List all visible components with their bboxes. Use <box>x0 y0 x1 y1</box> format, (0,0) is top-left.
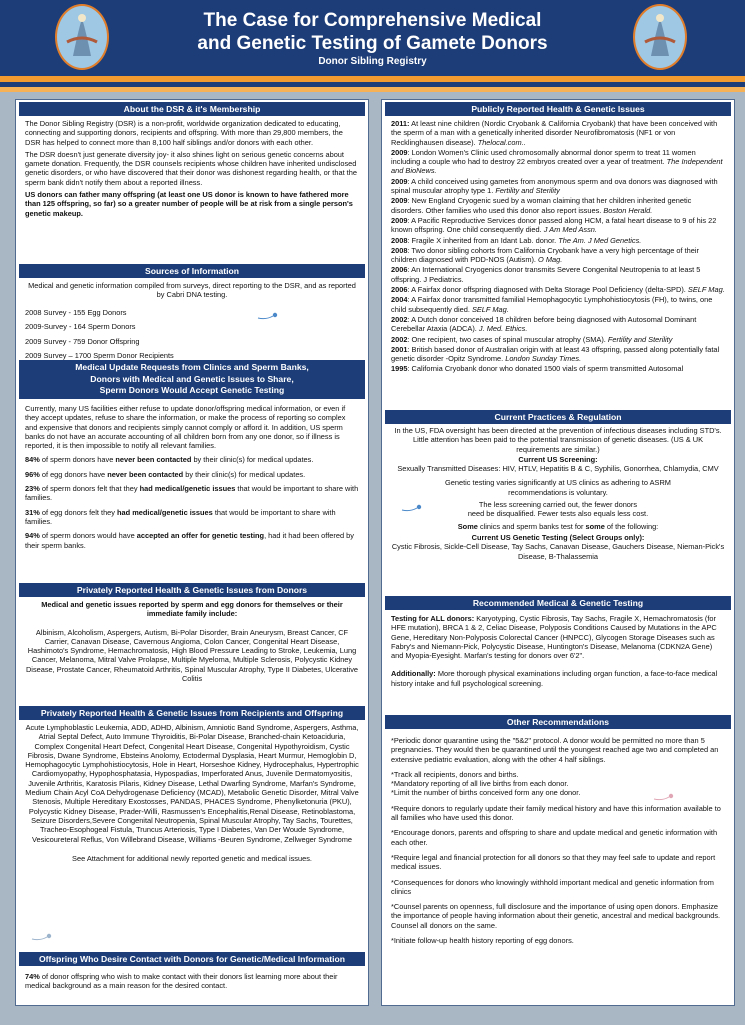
public-item: 2004: A Fairfax donor transmitted familial Hemophagocytic Lymphohistiocytosis (FH), to twins, one child subsequently died. SELF Mag. <box>391 295 713 314</box>
stat-sperm-never-contacted: 84% of sperm donors have never been contacted by their clinic(s) for medical updates. <box>25 455 314 465</box>
other-item: *Track all recipients, donors and births. *Mandatory reporting of all live births from each donor. *Limit the number of births conceived form any one donor. <box>391 769 581 798</box>
public-item: 2008: Two donor sibling cohorts from California Cryobank have a very high percentage of their children diagnosed with PDD-NOS (Autism). O Mag. <box>391 245 699 265</box>
genetic-testing-varies: Genetic testing varies significantly at US clinics as adhering to ASRM recommendations is voluntary. <box>445 478 671 497</box>
private-recipients-section <box>25 723 359 923</box>
public-item: 2002: A Dutch donor conceived 18 children before being diagnosed with Autosomal Dominant Cerebellar Ataxia (ADCA). J. Med. Ethics. <box>391 314 697 334</box>
sperm-icon <box>400 504 422 514</box>
sperm-icon <box>30 933 52 943</box>
public-heading: Publicly Reported Health & Genetic Issues <box>385 102 731 116</box>
screening-title: Current US Screening: <box>518 454 598 464</box>
other-item: *Require legal and financial protection for all donors so that they may feel safe to update and report medical issues. <box>391 852 716 872</box>
header-stripe-light-orange <box>0 87 745 92</box>
screening-body: Sexually Transmitted Diseases: HIV, HTLV, Hepatitis B & C, Syphilis, Gonorrhea, Chlamydia, CMV <box>397 464 719 474</box>
public-item: 2009: London Women's Clinic used chromosomally abnormal donor sperm to treat 11 women including a couple who had to destroy 22 embryos created over a year of treatment. The Independent and BioNews. <box>391 147 723 176</box>
source-item: 2009-Survey - 164 Sperm Donors <box>25 322 136 332</box>
update-heading: Medical Update Requests from Clinics and Sperm Banks, Donors with Medical and Genetic Issues to Share, Sperm Donors Would Accept Genetic Testing <box>19 360 365 399</box>
about-paragraph-2: The DSR doesn't just generate diversity joy- it also shines light on serious genetic concerns about gamete donation. Frequently, the DSR counsels recipients whose children have inherited undisclosed genetic disorders, or who have discovered that their donor was dishonest regarding health, or that the sperm bank didn't notify them about a reported illness. <box>25 149 357 187</box>
other-heading: Other Recommendations <box>385 715 731 729</box>
sources-heading: Sources of Information <box>19 264 365 278</box>
about-section <box>25 119 359 259</box>
other-item: *Consequences for donors who knowingly withhold important medical and genetic information from clinics <box>391 877 714 896</box>
public-item: 2009: A child conceived using gametes from anonymous sperm and ova donors was diagnosed with spinal muscular atrophy type 1. Fertility and Sterility <box>391 176 718 196</box>
recommended-additionally: Additionally: More thorough physical examinations including organ function, a face-to-face medical history intake and full psychological screening. <box>391 669 718 688</box>
contact-section <box>25 972 359 1002</box>
current-section <box>391 426 725 592</box>
attachment-note: See Attachment for additional newly reported genetic and medical issues. <box>72 853 312 863</box>
source-item: 2008 Survey - 155 Egg Donors <box>25 307 127 317</box>
update-section <box>25 404 359 576</box>
recommended-section <box>391 614 725 714</box>
recommended-heading: Recommended Medical & Genetic Testing <box>385 596 731 610</box>
other-item: *Initiate follow-up health history reporting of egg donors. <box>391 936 574 946</box>
current-intro: In the US, FDA oversight has been directed at the prevention of infectious diseases including STD's. Little attention has been paid to the potential transmission of genetic diseases. (US & UK requirements are similar.) <box>394 426 722 454</box>
recommended-all-donors: Testing for ALL donors: Karyotyping, Cystic Fibrosis, Tay Sachs, Fragile X, Hemachromatosis (for HFE mutation), BRCA 1 & 2, Celiac Disease, Polyposis Conditions Caused by Mutations in the APC Gene, Hereditary Non-Polyposis Colorectal Cancer (HNPCC), Glycogen Storage Diseases such as Fabry's and Niemann-Pick, Polycystic Disease, Huntington's Disease, Melanoma (CDKN2A Gene) and Myopia-Eyesight. Marfan's testing for donors over 6'2". <box>391 614 717 661</box>
dsr-logo-right <box>633 4 687 70</box>
private-donors-section <box>25 600 359 705</box>
public-item: 2002: One recipient, two cases of spinal muscular atrophy (SMA). Fertility and Sterility <box>391 334 673 344</box>
public-item: 2001: British based donor of Australian origin with at least 43 offspring, passed along potentially fatal genetic disorder -Opitz Syndrome. London Sunday Times. <box>391 344 720 364</box>
public-item: 2006: An International Cryogenics donor transmits Severe Congenital Neutropenia to at least 5 offspring. J Pediatrics. <box>391 265 701 284</box>
sperm-icon <box>256 312 278 322</box>
source-item: 2009 Survey - 759 Donor Offspring <box>25 336 140 346</box>
current-heading: Current Practices & Regulation <box>385 410 731 424</box>
about-paragraph-1: The Donor Sibling Registry (DSR) is a non-profit, worldwide organization dedicated to educating, connecting and supporting donors, recipients and offspring. With more than 29,800 members, the DSR has helped to connect more than 8,100 half siblings and/or donors with each other. <box>25 119 343 147</box>
public-item: 2011: At least nine children (Nordic Cryobank & California Cryobank) that have been conceived with the sperm of a man with a genetically inherited disorder Neurofibromatosis (NF1 or von Recklinghausen disease). Thelocal.com.. <box>391 119 718 147</box>
contact-stat: 74% of donor offspring who wish to make contact with their donors list learning more about their medical background as a main reason for the desired contact. <box>25 972 338 991</box>
public-section <box>391 119 725 409</box>
private-recipients-heading: Privately Reported Health & Genetic Issues from Recipients and Offspring <box>19 706 365 720</box>
private-donors-list: Albinism, Alcoholism, Aspergers, Autism, Bi-Polar Disorder, Brain Aneurysm, Breast Cancer, CF Carrier, Canavan Disease, Cavernous Angioma, Colon Cancer, Congenital Heart Disease, Hashimoto's Syndrome, Hemachromatosis, High Blood Pressure Leading to Stroke, Leukemia, Lung Cancer, Melanoma, Mitral Valve Prolapse, Multiple Myeloma, Multiple Sclerosis, Polycystic Kidney Disease, Prostate Cancer, Rheumatoid Arthritis, Spinal Muscular Atrophy, Type II Diabetes, Ulcerative Colitis <box>25 627 359 684</box>
stat-sperm-accept-testing: 94% of sperm donors would have accepted an offer for genetic testing, had it had been offered by their sperm banks. <box>25 531 354 550</box>
other-item: *Periodic donor quarantine using the "5&2" protocol. A donor would be permitted no more than 5 pregnancies. They would then be quarantined until the youngest reached age two and completed an extensive pediatric evaluation, along with the other 4 half siblings. <box>391 736 719 764</box>
public-item: 2008: Fragile X inherited from an Idant Lab. donor. The Am. J Med Genetics. <box>391 235 642 245</box>
other-item: *Encourage donors, parents and offspring to share and update medical and genetic information with each other. <box>391 828 718 847</box>
other-section <box>391 736 725 1001</box>
genetic-testing-body: Cystic Fibrosis, Sickle-Cell Disease, Tay Sachs, Canavan Disease, Gauchers Disease, Nieman-Pick's Disease, B-Thalassemia <box>391 542 725 561</box>
left-column <box>15 99 369 1006</box>
dsr-logo-left <box>55 4 109 70</box>
about-paragraph-3: US donors can father many offspring (at least one US donor is known to have fathered more than 125 offspring, so far) so a greater number of people will be at risk from a single person's genetic makeup. <box>25 190 353 218</box>
stat-sperm-had-issues: 23% of sperm donors felt that they had medical/genetic issues that would be important to share with families. <box>25 484 359 503</box>
sources-intro: Medical and genetic information compiled from surveys, direct reporting to the DSR, and as reported by Cabri DNA testing. <box>28 281 356 300</box>
poster-subtitle: Donor Sibling Registry <box>318 56 427 67</box>
stat-egg-had-issues: 31% of egg donors felt they had medical/genetic issues that would be important to share with families. <box>25 507 336 526</box>
stat-egg-never-contacted: 96% of egg donors have never been contacted by their clinic(s) for medical updates. <box>25 469 306 479</box>
other-item: *Counsel parents on openness, full disclosure and the importance of using open donors. Emphasize the importance of people having information about their genetic, ancestral and medical backgrounds. Counsel all donors on the same. <box>391 902 721 930</box>
contact-heading: Offspring Who Desire Contact with Donors for Genetic/Medical Information <box>19 952 365 966</box>
genetic-testing-title: Current US Genetic Testing (Select Groups only): <box>471 532 645 542</box>
some-clinics-note: Some clinics and sperm banks test for some of the following: <box>457 521 659 531</box>
private-donors-heading: Privately Reported Health & Genetic Issues from Donors <box>19 583 365 597</box>
public-item: 1995: California Cryobank donor who donated 1500 vials of sperm transmitted Autosomal <box>391 364 684 374</box>
update-intro: Currently, many US facilities either refuse to update donor/offspring medical information, or even if they accept updates, refuse to share the information, or make the process of reporting so complex and expensive that donors and recipients simply cannot comply or afford it. In addition, US sperm banks do not have an accurate accounting of all children born from any one donor, so if illness is reported, it is then impossible to notify all relevant families. <box>25 404 346 451</box>
public-item: 2009: New England Cryogenic sued by a woman claiming that her children inherited genetic disorders. Other families who used this donor also report issues. Boston Herald. <box>391 196 692 215</box>
right-column <box>381 99 735 1006</box>
source-item: 2009 Survey – 1700 Sperm Donor Recipients <box>25 351 174 361</box>
less-screening-note: The less screening carried out, the fewer donors need be disqualified. Fewer tests also equals less cost. <box>467 500 649 519</box>
sources-section <box>25 281 359 361</box>
public-item: 2009: A Pacific Reproductive Services donor passed along HCM, a fatal heart disease to 9 of his 22 known offspring. One child consequently died. J Am Med Assn. <box>391 215 717 235</box>
public-item: 2006: A Fairfax donor offspring diagnosed with Delta Storage Pool Deficiency (delta-SPD). SELF Mag. <box>391 285 725 295</box>
about-heading: About the DSR & it's Membership <box>19 102 365 116</box>
private-recipients-list: Acute Lymphoblastic Leukemia, ADD, ADHD, Albinism, Amniotic Band Syndrome, Aspergers, Asthma, Atrial Septal Defect, Auto Immune Thyroiditis, Bi-Polar Disease, Branched-chain Ketoaciduria, Complex Congenital Heart Defect, Congenital Heart Disease, Congenital Hypothyroidism, Cystic Fibrosis, Dwane Syndrome, Ebsteins Anolomy, Ectodermal Dysplasia, Heart Murmur, Hemoglobin D, Hemophagocytic Lymphohistiocytosis, Hole in Heart, Horseshoe Kidney, Hydrocephalus, Hypertrophic Cardiomyopathy, Hypophosphatasia, Hypospadias, Imperforated Anus, Juvenile Dermatomyositis, Juvenile Arthritis, Karatosis Pilaris, Kidney Disease, Lethal Dwarfing Syndrome, Marfan's Syndrome, Medium Chain Acyl CoA Dehydrogenase Deficiency (MCAD), Metabolic Genetic Disorder, Mitral Valve Stenosis, Multiple Hereditary Exostosses, PANDAS, PHACES Syndrome, Phenylketonuria (PKU), Polycystic Kidney Disease, Prader-Willi, Rasmussen's Encephalitis,Renal Disease, Retinoblastoma, Seizure Disorders,Severe Congenital Neutropenia, Spinal Muscular Atrophy, Tay Sachs, Tourettes, Tracheo-Esophogeal Fistula, Truncus Arteriosis, Type I Diabetes, Van Der Woude Syndrome, Vesicoureteral Reflus, Von Willebrand Disease, Williams -Beuren Syndrome, Zellweger Syndrome <box>25 723 359 844</box>
other-item: *Require donors to regularly update their family medical history and have this information available to all families who have used this donor. <box>391 803 721 823</box>
sperm-icon <box>652 793 674 803</box>
poster-title: The Case for Comprehensive Medical and Genetic Testing of Gamete Donors <box>197 10 548 54</box>
private-donors-lead: Medical and genetic issues reported by sperm and egg donors for themselves or their immediate family include: <box>41 600 343 619</box>
